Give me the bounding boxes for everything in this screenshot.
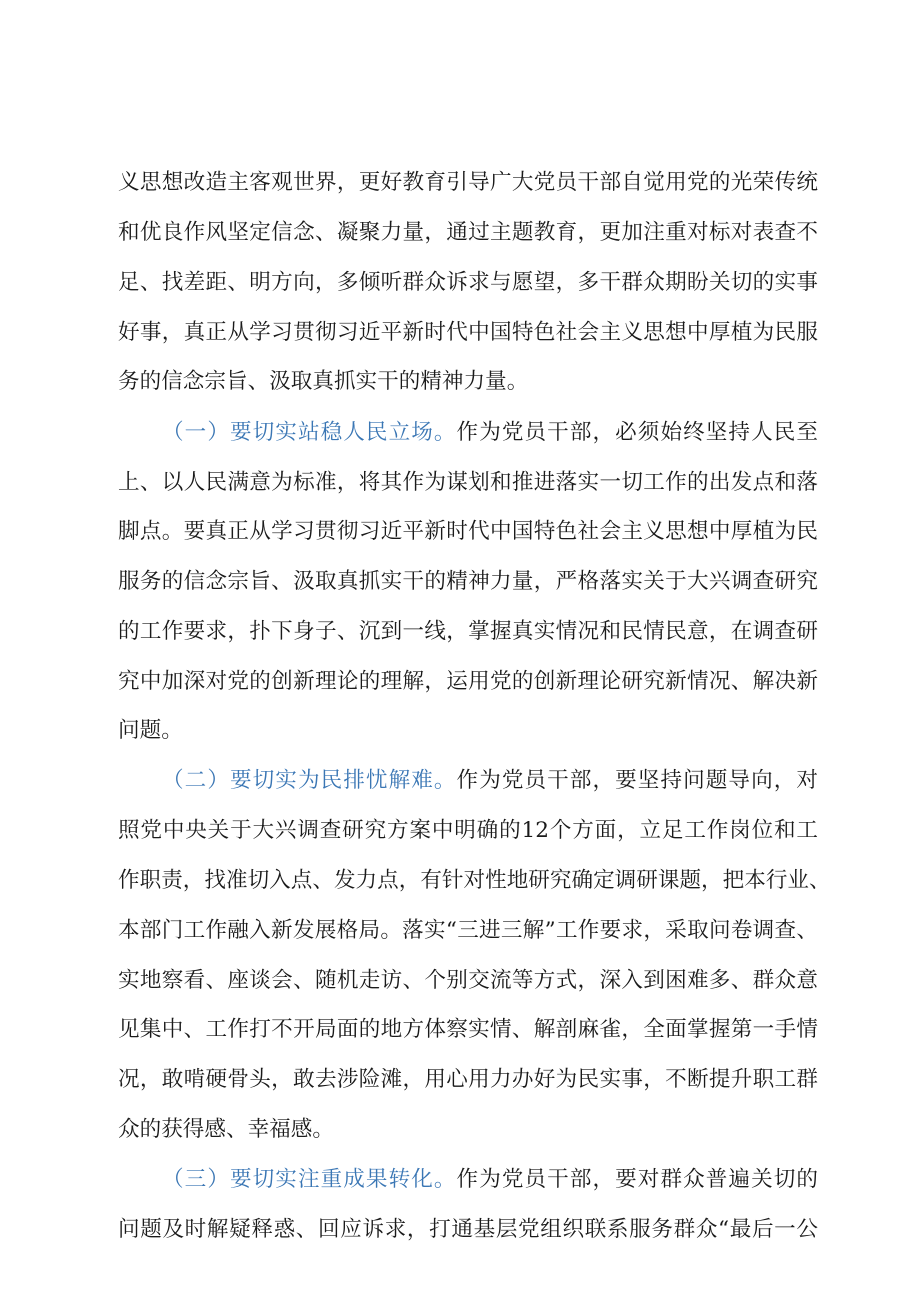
- paragraph-line: [118, 168, 818, 198]
- paragraph-line: [118, 716, 818, 746]
- section-heading-line: [162, 418, 818, 448]
- section-heading-line: [162, 1165, 818, 1195]
- section-heading-1: （一）要切实站稳人民立场。: [162, 420, 457, 445]
- line-text: 足、找差距、明方向，多倾听群众诉求与愿望，多干群众期盼关切的实事: [118, 270, 818, 295]
- paragraph-line: [118, 318, 818, 348]
- line-text: 究中加深对党的创新理论的理解，运用党的创新理论研究新情况、解决新: [118, 669, 818, 694]
- paragraph-line: [118, 1115, 818, 1145]
- paragraph-line: [118, 268, 818, 298]
- line-text: 照党中央关于大兴调查研究方案中明确的12个方面，立足工作岗位和工: [118, 818, 818, 843]
- paragraph-line: [118, 667, 818, 697]
- paragraph-line: [118, 1015, 818, 1045]
- line-text: 问题及时解疑释惑、回应诉求，打通基层党组织联系服务群众“最后一公: [118, 1217, 818, 1242]
- paragraph-line: [118, 567, 818, 597]
- paragraph-line: [118, 617, 818, 647]
- section-heading-line: [162, 766, 818, 796]
- line-text: 本部门工作融入新发展格局。落实“三进三解”工作要求，采取问卷调查、: [118, 918, 818, 943]
- line-text: 好事，真正从学习贯彻习近平新时代中国特色社会主义思想中厚植为民服: [118, 320, 818, 345]
- paragraph-line: [118, 367, 818, 397]
- line-text: 见集中、工作打不开局面的地方体察实情、解剖麻雀，全面掌握第一手情: [118, 1017, 818, 1042]
- line-text: 和优良作风坚定信念、凝聚力量，通过主题教育，更加注重对标对表查不: [118, 220, 818, 245]
- paragraph-line: [118, 468, 818, 498]
- paragraph-line: [118, 1215, 818, 1245]
- paragraph-line: [118, 966, 818, 996]
- paragraph-line: [118, 816, 818, 846]
- line-text: 实地察看、座谈会、随机走访、个别交流等方式，深入到困难多、群众意: [118, 968, 818, 993]
- line-text: 况，敢啃硬骨头，敢去涉险滩，用心用力办好为民实事，不断提升职工群: [118, 1067, 818, 1092]
- line-text: 脚点。要真正从学习贯彻习近平新时代中国特色社会主义思想中厚植为民: [118, 519, 818, 544]
- line-text: 作为党员干部，必须始终坚持人民至: [456, 420, 818, 445]
- line-text: 上、以人民满意为标准，将其作为谋划和推进落实一切工作的出发点和落: [118, 470, 818, 495]
- line-text: 服务的信念宗旨、汲取真抓实干的精神力量，严格落实关于大兴调查研究: [118, 569, 818, 594]
- section-heading-3: （三）要切实注重成果转化。: [162, 1167, 457, 1192]
- paragraph-line: [118, 866, 831, 896]
- line-text: 众的获得感、幸福感。: [118, 1117, 334, 1142]
- paragraph-line: [118, 916, 818, 946]
- line-text: 作为党员干部，要坚持问题导向，对: [456, 768, 818, 793]
- line-text: 义思想改造主客观世界，更好教育引导广大党员干部自觉用党的光荣传统: [118, 170, 818, 195]
- paragraph-line: [118, 218, 818, 248]
- line-text: 作职责，找准切入点、发力点，有针对性地研究确定调研课题，把本行业、: [118, 868, 831, 893]
- line-text: 的工作要求，扑下身子、沉到一线，掌握真实情况和民情民意，在调查研: [118, 619, 818, 644]
- line-text: 问题。: [118, 718, 183, 743]
- section-heading-2: （二）要切实为民排忧解难。: [162, 768, 457, 793]
- line-text: 务的信念宗旨、汲取真抓实干的精神力量。: [118, 369, 529, 394]
- paragraph-line: [118, 517, 818, 547]
- line-text: 作为党员干部，要对群众普遍关切的: [456, 1167, 818, 1192]
- paragraph-line: [118, 1065, 818, 1095]
